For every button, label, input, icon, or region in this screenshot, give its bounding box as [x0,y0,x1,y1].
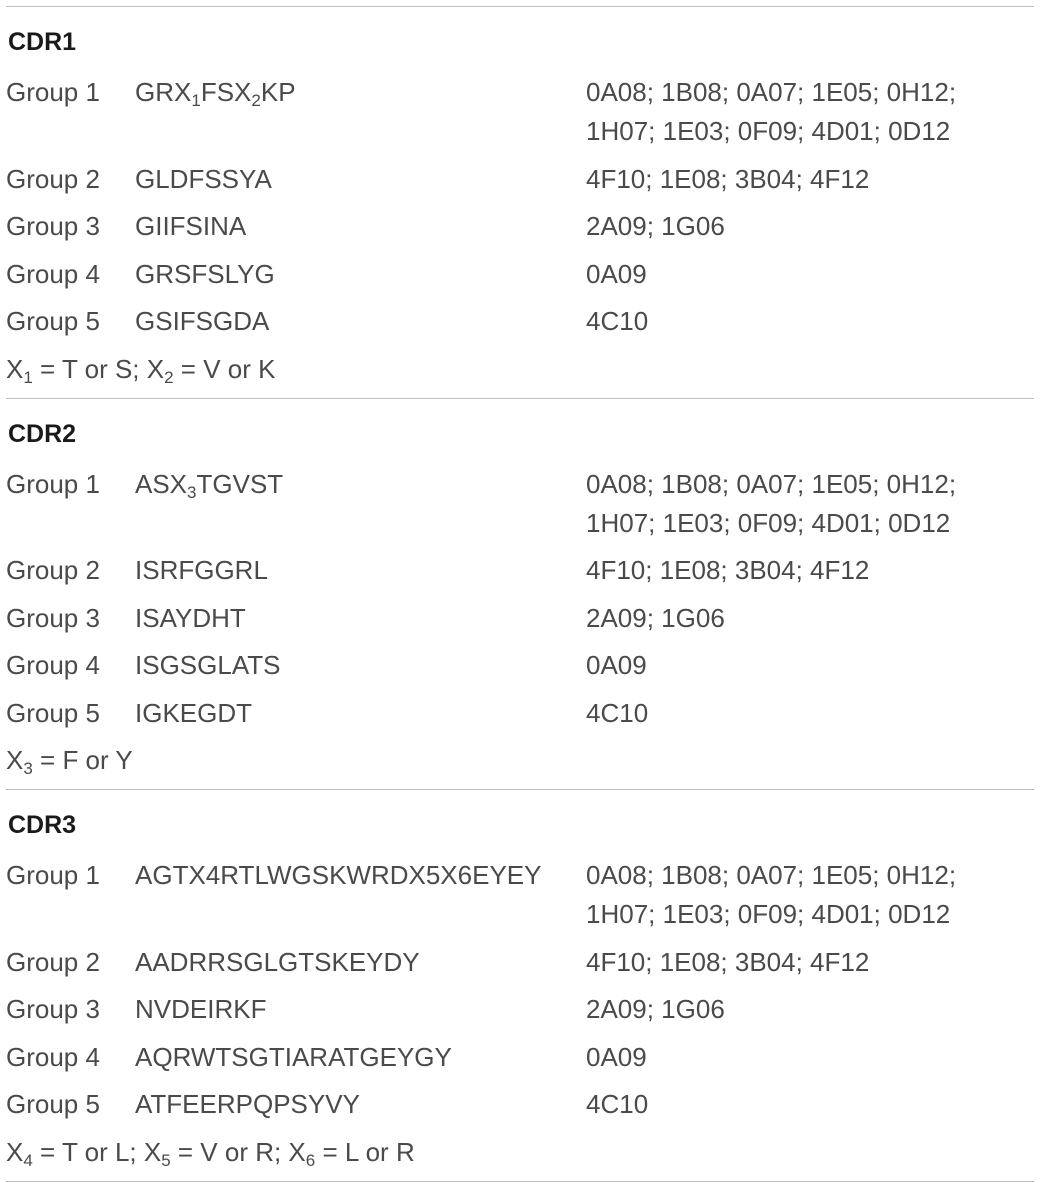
footnote: $X_3 = F$ or Y [6,745,133,778]
cdr1-section [6,6,1034,398]
sequence: ISAYDHT [135,602,246,633]
group-label: Group 3 [6,602,100,633]
table-row [6,1085,1034,1133]
sequence: GRSFSLYG [135,258,275,289]
clones: 0A09 [586,258,647,289]
table-row [6,551,1034,599]
group-label: Group 5 [6,306,100,336]
clones-line: 0A08; 1B08; 0A07; 1E05; 0H12; [586,860,957,890]
group-label: Group 4 [6,258,100,289]
table-row [6,990,1034,1038]
clones-line: 0A08; 1B08; 0A07; 1E05; 0H12; [586,77,957,107]
table-row [6,302,1034,350]
table-row [6,856,1034,943]
clones-line: 1H07; 1E03; 0F09; 4D01; 0D12 [586,507,951,538]
group-label: Group 2 [6,946,100,977]
group-label: Group 3 [6,211,100,241]
group-label: Group 1 [6,77,100,107]
clones [586,73,1026,151]
section-title: CDR2 [8,419,77,448]
sequence: GLDFSSYA [135,163,272,194]
table-row [6,160,1034,208]
clones-line: 1H07; 1E03; 0F09; 4D01; 0D12 [586,116,951,146]
clones: 4F10; 1E08; 3B04; 4F12 [586,555,870,585]
sequence: GIIFSINA [135,211,247,241]
group-label: Group 2 [6,555,100,585]
sequence: AADRRSGLGTSKEYDY [135,946,420,977]
sequence: IGKEGDT [135,697,253,728]
clones-line: 0A08; 1B08; 0A07; 1E05; 0H12; [586,468,957,499]
group-label: Group 5 [6,1089,100,1119]
clones: 4F10; 1E08; 3B04; 4F12 [586,163,870,194]
clones: 4F10; 1E08; 3B04; 4F12 [586,946,870,977]
sequence: $GRX_1FSX_2KP$ [135,77,296,110]
sequence: AQRWTSGTIARATGEYGY [135,1041,452,1072]
table-row [6,1038,1034,1086]
table-row [6,694,1034,742]
table-row [6,646,1034,694]
footnote: $X_1 = T$ or S; $X_2 = V$ or K [6,353,276,387]
clones: 0A09 [586,650,647,680]
cdr2-section [6,398,1034,790]
clones: 2A09; 1G06 [586,994,725,1024]
clones: 2A09; 1G06 [586,602,725,633]
group-label: Group 1 [6,468,100,499]
table-row [6,73,1034,160]
table-row [6,943,1034,991]
clones [586,856,1026,934]
group-label: Group 5 [6,697,100,728]
clones: 0A09 [586,1041,647,1072]
section-title: CDR3 [8,811,77,839]
table-row [6,255,1034,303]
table-row [6,207,1034,255]
group-label: Group 2 [6,163,100,194]
clones: 4C10 [586,697,649,728]
group-label: Group 3 [6,994,100,1024]
table-row [6,599,1034,647]
clones-line: 1H07; 1E03; 0F09; 4D01; 0D12 [586,899,951,929]
clones: 2A09; 1G06 [586,211,725,241]
group-label: Group 4 [6,650,100,680]
group-label: Group 1 [6,860,100,890]
sequence: GSIFSGDA [135,306,270,336]
sequence: ISRFGGRL [135,555,268,585]
clones [586,465,1026,543]
sequence: ISGSGLATS [135,650,281,680]
group-label: Group 4 [6,1041,100,1072]
clones: 4C10 [586,1089,649,1119]
footnote: $X_4 = T$ or L; $X_5 = V$ or R; $X_6 = L$ or R [6,1136,415,1170]
sequence: $ASX_3TGVST$ [135,468,284,502]
clones: 4C10 [586,306,649,336]
section-title: CDR1 [8,28,77,56]
sequence: NVDEIRKF [135,994,267,1024]
sequence: AGTX4RTLWGSKWRDX5X6EYEY [135,860,542,890]
cdr3-section [6,789,1034,1182]
sequence: ATFEERPQPSYVY [135,1089,360,1119]
table-row [6,465,1034,552]
cdr-table [6,6,1034,1182]
